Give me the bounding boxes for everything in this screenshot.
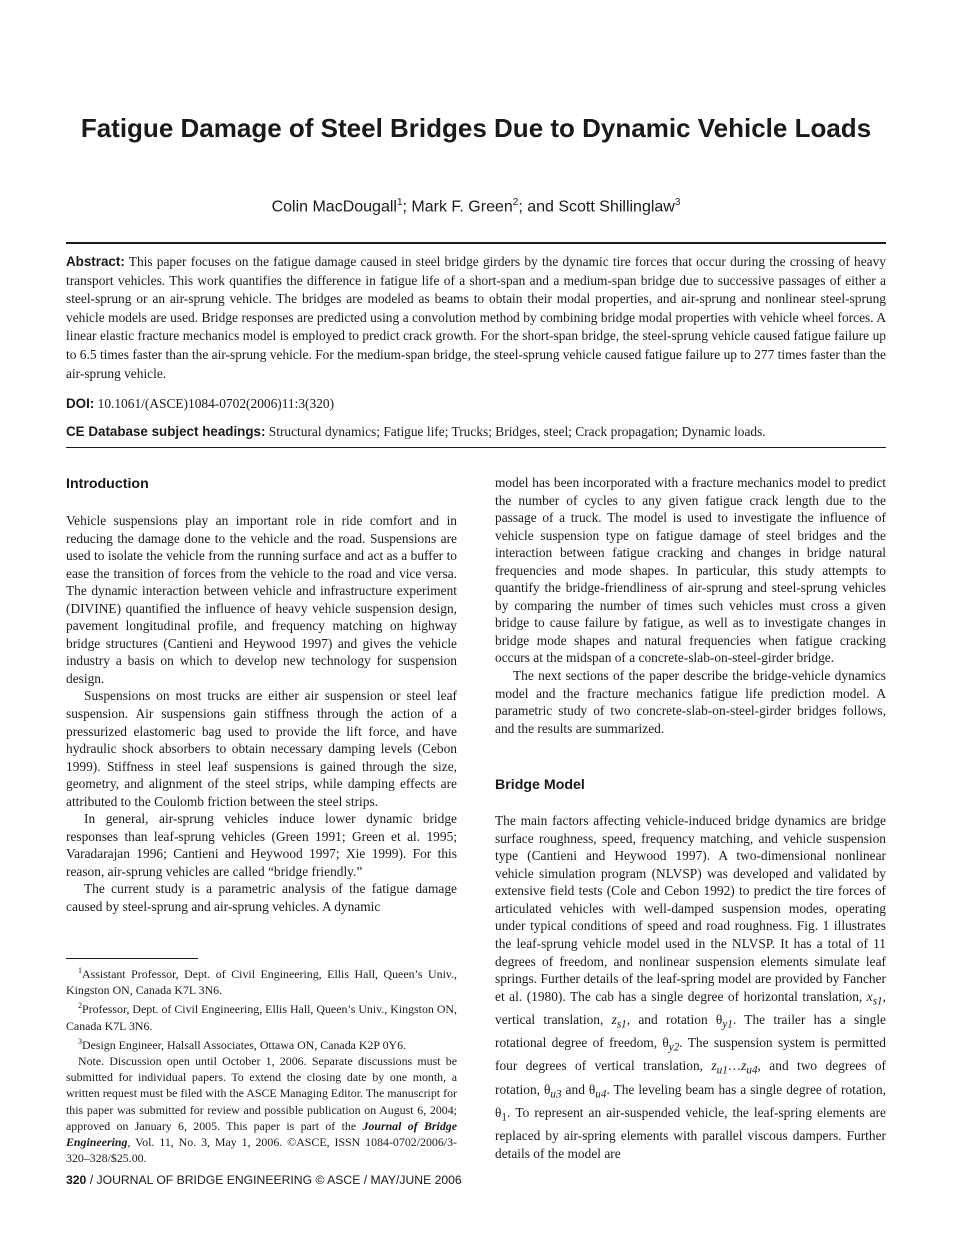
text-run: and θ [561, 1081, 596, 1097]
footnote [66, 963, 457, 998]
author-separator: ; [402, 198, 412, 216]
body-paragraph [495, 812, 886, 1162]
footnote-text: Assistant Professor, Dept. of Civil Engineering, Ellis Hall, Queen’s Univ., Kingston ON, Canada K7L 3N6. [66, 966, 457, 998]
page-number: 320 [66, 1173, 87, 1187]
right-column [495, 474, 886, 1162]
journal-name: Journal of Bridge Engineering [66, 1118, 457, 1149]
subject-headings-value: Structural dynamics; Fatigue life; Trucks; Bridges, steel; Crack propagation; Dynamic loads. [268, 424, 766, 439]
author-name: Mark F. Green [411, 198, 513, 216]
section-heading-introduction: Introduction [66, 476, 149, 492]
math-subscript: s1 [872, 995, 883, 1008]
footnote-text: Design Engineer, Halsall Associates, Ottawa ON, Canada K2P 0Y6. [82, 1037, 407, 1052]
text-run: … [727, 1058, 742, 1074]
subject-headings-label: CE Database subject headings: [66, 424, 266, 439]
math-subscript: 1 [501, 1111, 507, 1124]
math-subscript: u3 [550, 1088, 562, 1101]
math-symbol: x [866, 988, 873, 1004]
text-run: . The suspension system is permitted four degrees of vertical translation, [495, 1035, 886, 1074]
paper-title: Fatigue Damage of Steel Bridges Due to Dynamic Vehicle Loads [80, 113, 872, 143]
author-separator: ; and [518, 198, 559, 216]
math-subscript: u4 [746, 1065, 758, 1077]
author-name: Scott Shillinglaw [558, 198, 675, 216]
body-paragraph: Suspensions on most trucks are either air suspension or steel leaf suspension. Air suspensions gain stiffness through the action of a pressurized elastomeric bag used to provide the lift force, and have hydraulic shock absorbers to obtain necessary damping levels (Cebon 1999). Stiffness in steel leaf suspensions is gained through the size, geometry, and alignment of the steel strips, while damping effects are attributed to the Coulomb friction between the steel strips. [66, 688, 457, 809]
footnote-rule [66, 958, 198, 959]
footnote-text: Professor, Dept. of Civil Engineering, Ellis Hall, Queen’s Univ., Kingston ON, Canada K7L 3N6. [66, 1002, 457, 1033]
affiliation-mark: 1 [396, 197, 403, 208]
section-heading-bridge-model: Bridge Model [495, 777, 585, 794]
doi-value[interactable]: 10.1061/(ASCE)1084-0702(2006)11:3(320) [97, 396, 335, 411]
math-symbol: z [611, 1011, 617, 1027]
text-run: , and rotation θ [626, 1011, 723, 1027]
footnote [66, 1034, 457, 1053]
journal-footer-text: / JOURNAL OF BRIDGE ENGINEERING © ASCE / MAY/JUNE 2006 [86, 1173, 462, 1187]
note-text: , Vol. 11, No. 3, May 1, 2006. ©ASCE, ISSN 1084-0702/2006/3-320–328/$25.00. [66, 1134, 457, 1166]
page-footer [66, 1172, 462, 1188]
body-paragraph: model has been incorporated with a fracture mechanics model to predict the number of cycles to any given fatigue crack length due to the passage of a truck. The model is used to investigate the influence of vehicle suspension type on fatigue damage of steel bridges and the interaction between fatigue cracking and changes in bridge natural frequencies and mode shapes. In particular, this study attempts to quantify the bridge-friendliness of air-sprung and steel-sprung vehicles by comparing the number of times such vehicles must cross a given bridge to cause failure by fatigue, as well as to investigate changes in bridge mode shapes and natural frequencies when fatigue cracking occurs at the midspan of a concrete-slab-on-steel-girder bridge. [495, 475, 886, 666]
author-list [66, 193, 886, 217]
math-subscript: y2 [668, 1041, 680, 1054]
math-subscript: u4 [595, 1088, 607, 1101]
math-symbol: z [741, 1058, 747, 1074]
doi-line [66, 395, 886, 413]
text-run: , vertical translation, [495, 988, 886, 1027]
abstract [66, 253, 886, 383]
footnote [66, 998, 457, 1033]
text-run: . The trailer has a single rotational degree of freedom, θ [495, 1011, 886, 1051]
abstract-text: This paper focuses on the fatigue damage caused in steel bridge girders by the dynamic tire forces that occur during the crossing of heavy transport vehicles. This work quantifies the difference in fatigue life of a short-span and a medium-span bridge due to successive passages of either a steel-sprung or an air-sprung vehicle. The bridges are modeled as beams to obtain their modal properties, and air-sprung and nonlinear steel-sprung vehicle models are used. Bridge responses are predicted using a convolution method by combining bridge modal properties with vehicle wheel forces. A linear elastic fracture mechanics model is employed to predict crack growth. For the short-span bridge, the steel-sprung vehicle caused fatigue failure up to 6.5 times faster than the air-sprung vehicle. For the medium-span bridge, the steel-sprung vehicle caused fatigue failure up to 277 times faster than the air-sprung vehicle. [66, 254, 886, 381]
text-run: . The leveling beam has a single degree of rotation, θ [495, 1081, 887, 1120]
left-column [66, 474, 457, 916]
footnotes [66, 963, 457, 1166]
subject-headings-line [66, 423, 886, 441]
abstract-label: Abstract: [66, 254, 125, 269]
math-symbol: z [711, 1058, 717, 1074]
text-run: . To represent an air-suspended vehicle, the leaf-spring elements are replaced by air-spring elements with parallel viscous dampers. Further details of the model are [495, 1104, 886, 1161]
affiliation-mark: 3 [674, 197, 681, 208]
author-name: Colin MacDougall [271, 198, 397, 216]
text-run: , and two degrees of rotation, θ [495, 1058, 886, 1097]
abstract-top-rule [66, 242, 886, 244]
footnote-mark: 3 [78, 1036, 82, 1046]
affiliation-mark: 2 [512, 197, 519, 208]
math-subscript: s1 [616, 1018, 627, 1031]
body-paragraph: Vehicle suspensions play an important role in ride comfort and in reducing the damage done to the vehicle and the road. Suspensions are used to isolate the vehicle from the running surface and act as a buffer to ease the transition of forces from the vehicle to the road and vice versa. The dynamic interaction between vehicle and infrastructure experiment (DIVINE) quantified the influence of heavy vehicle suspension design, pavement longitudinal profile, and frequency matching on highway bridge structures (Cantieni and Heywood 1997) and gives the vehicle industry a basis on which to develop new technology for suspension design. [66, 513, 457, 686]
note-text: Note. Discussion open until October 1, 2006. Separate discussions must be submitted for individual papers. To extend the closing date by one month, a written request must be filed with the ASCE Managing Editor. The manuscript for this paper was submitted for review and possible publication on August 6, 2004; approved on January 6, 2005. This paper is part of the [66, 1053, 457, 1133]
math-subscript: y1 [722, 1018, 733, 1031]
footnote-mark: 2 [78, 1001, 82, 1011]
footnote-mark: 1 [78, 966, 82, 975]
discussion-note [66, 1053, 457, 1166]
body-paragraph: The next sections of the paper describe the bridge-vehicle dynamics model and the fracture mechanics fatigue life prediction model. A parametric study of two concrete-slab-on-steel-girder bridges follows, and the results are summarized. [495, 668, 886, 736]
text-run: The main factors affecting vehicle-induced bridge dynamics are bridge surface roughness, speed, frequency matching, and vehicle suspension type (Cantieni and Heywood 1997). A two-dimensional nonlinear vehicle simulation program (NLVSP) was developed and validated by extensive field tests (Cole and Cebon 1992) to predict the tire forces of articulated vehicles with well-damped suspension modes, operating under typical conditions of speed and road roughness. Fig. 1 illustrates the leaf-sprung vehicle model used in the NLVSP. It has a total of 11 degrees of freedom, and nonlinear suspension elements simulate leaf springs. Further details of the leaf-spring model are provided by Fancher et al. (1980). The cab has a single degree of horizontal translation, [495, 813, 886, 1004]
abstract-bottom-rule [66, 447, 886, 448]
body-paragraph: In general, air-sprung vehicles induce lower dynamic bridge responses than leaf-sprung vehicles (Green 1991; Green et al. 1995; Varadarajan 1996; Cantieni and Heywood 1997; Xie 1999). For this reason, air-sprung vehicles are called “bridge friendly.” [66, 811, 457, 879]
doi-label: DOI: [66, 396, 95, 411]
math-subscript: u1 [716, 1065, 728, 1077]
body-paragraph: The current study is a parametric analysis of the fatigue damage caused by steel-sprung and air-sprung vehicles. A dynamic [66, 881, 457, 915]
